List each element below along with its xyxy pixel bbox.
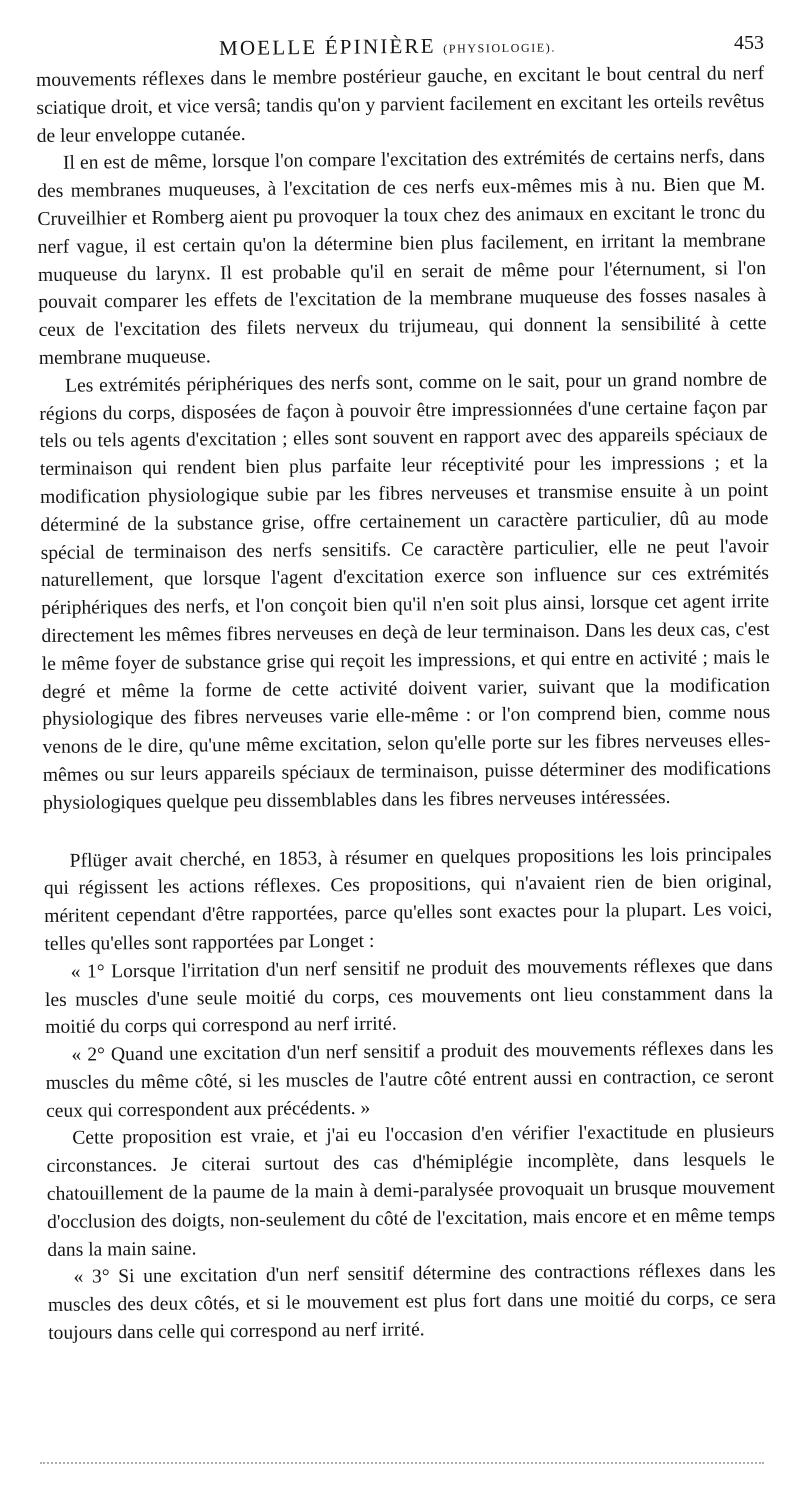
page-number: 453 bbox=[734, 32, 764, 54]
paragraph-continuation: mouvements réflexes dans le membre postérieur gauche, en excitant le bout central du nerf sciatique droit, et vice versâ; tandis qu'on y parvient facilement en excitant les orteils revêtus de leur enveloppe cutanée. bbox=[36, 63, 765, 147]
running-title-sub: (PHYSIOLOGIE). bbox=[443, 40, 557, 56]
paragraph-proposition-3: « 3° Si une excitation d'un nerf sensitif détermine des contractions réflexes dans les muscles des deux côtés, et si le mouvement est plus fort dans une moitié du corps, ce sera toujours dans celle qui correspond au nerf irrité. bbox=[47, 1260, 776, 1345]
body-text bbox=[36, 60, 776, 1348]
paragraph-proposition-2: « 2° Quand une excitation d'un nerf sensitif a produit des mouvements réflexes dans les muscles du même côté, si les muscles de l'autre côté entrent aussi en contraction, ce seront ceux qui correspondent aux précédents. » bbox=[45, 1038, 774, 1122]
paragraph-peripheral-endings: Les extrémités périphériques des nerfs sont, comme on le sait, pour un grand nombre de régions du corps, disposées de façon à pouvoir être impressionnées d'une certaine façon par tels ou tels agents d'excitation ; elles sont souvent en rapport avec des appareils spéciaux de terminaison qui rendent bien plus parfaite leur réceptivité pour les impressions ; et la modification physiologique subie par les fibres nerveuses et transmise ensuite à un point déterminé de la substance grise, offre certainement un caractère particulier, dû au mode spécial de terminaison des nerfs sensitifs. Ce caractère particulier, elle ne peut l'avoir naturellement, que lorsque l'agent d'excitation exerce son influence sur ces extrémités périphériques des nerfs, et l'on conçoit bien qu'il n'en soit plus ainsi, lorsque cet agent irrite directement les mêmes fibres nerveuses en deçà de leur terminaison. Dans les deux cas, c'est le même foyer de substance grise qui reçoit les impressions, et qui entre en activité ; mais le degré et même la forme de cette activité doivent varier, suivant que la modification physiologique des fibres nerveuses varie elle-même : or l'on comprend bien, comme nous venons de le dire, qu'une même excitation, selon qu'elle porte sur les fibres nerveuses elles-mêmes ou sur leurs appareils spéciaux de terminaison, puisse déterminer des modifications physiologiques quelque peu dissemblables dans les fibres nerveuses intéressées. bbox=[39, 368, 771, 814]
running-title bbox=[219, 32, 556, 61]
paragraph-observation: Cette proposition est vraie, et j'ai eu l'occasion d'en vérifier l'exactitude en plusieurs circonstances. Je citerai surtout des cas d'hémiplégie incomplète, dans lesquels le chatouillement de la paume de la main à demi-paralysée provoquait un brusque mouvement d'occlusion des doigts, non-seulement du côté de l'excitation, mais encore et en même temps dans la main saine. bbox=[46, 1121, 776, 1261]
paragraph-pfluger: Pflüger avait cherché, en 1853, à résumer en quelques propositions les lois principales qui régissent les actions réflexes. Ces propositions, qui n'avaient rien de bien original, méritent cependant d'être rapportées, parce qu'elles sont exactes pour la plupart. Les voici, telles qu'elles sont rapportées par Longet : bbox=[43, 843, 773, 955]
paragraph-mucous-membranes: Il en est de même, lorsque l'on compare l'excitation des extrémités de certains nerfs, dans des membranes muqueuses, à l'excitation de ces nerfs eux-mêmes mis à nu. Bien que M. Cruveilhier et Romberg aient pu provoquer la toux chez des animaux en excitant le tronc du nerf vague, il est certain qu'on la détermine bien plus facilement, en irritant la membrane muqueuse du larynx. Il est probable qu'il en serait de même pour l'éternument, si l'on pouvait comparer les effets de l'excitation de la membrane muqueuse des fosses nasales à ceux de l'excitation des filets nerveux du trijumeau, qui donnent la sensibilité à cette membrane muqueuse. bbox=[37, 146, 767, 369]
paragraph-proposition-1: « 1° Lorsque l'irritation d'un nerf sensitif ne produit des mouvements réflexes que dans les muscles d'une seule moitié du corps, ces mouvements ont lieu constamment dans la moitié du corps qui correspond au nerf irrité. bbox=[44, 954, 774, 1039]
footer-rule bbox=[40, 1462, 764, 1464]
running-title-main: MOELLE ÉPINIÈRE bbox=[218, 33, 436, 60]
